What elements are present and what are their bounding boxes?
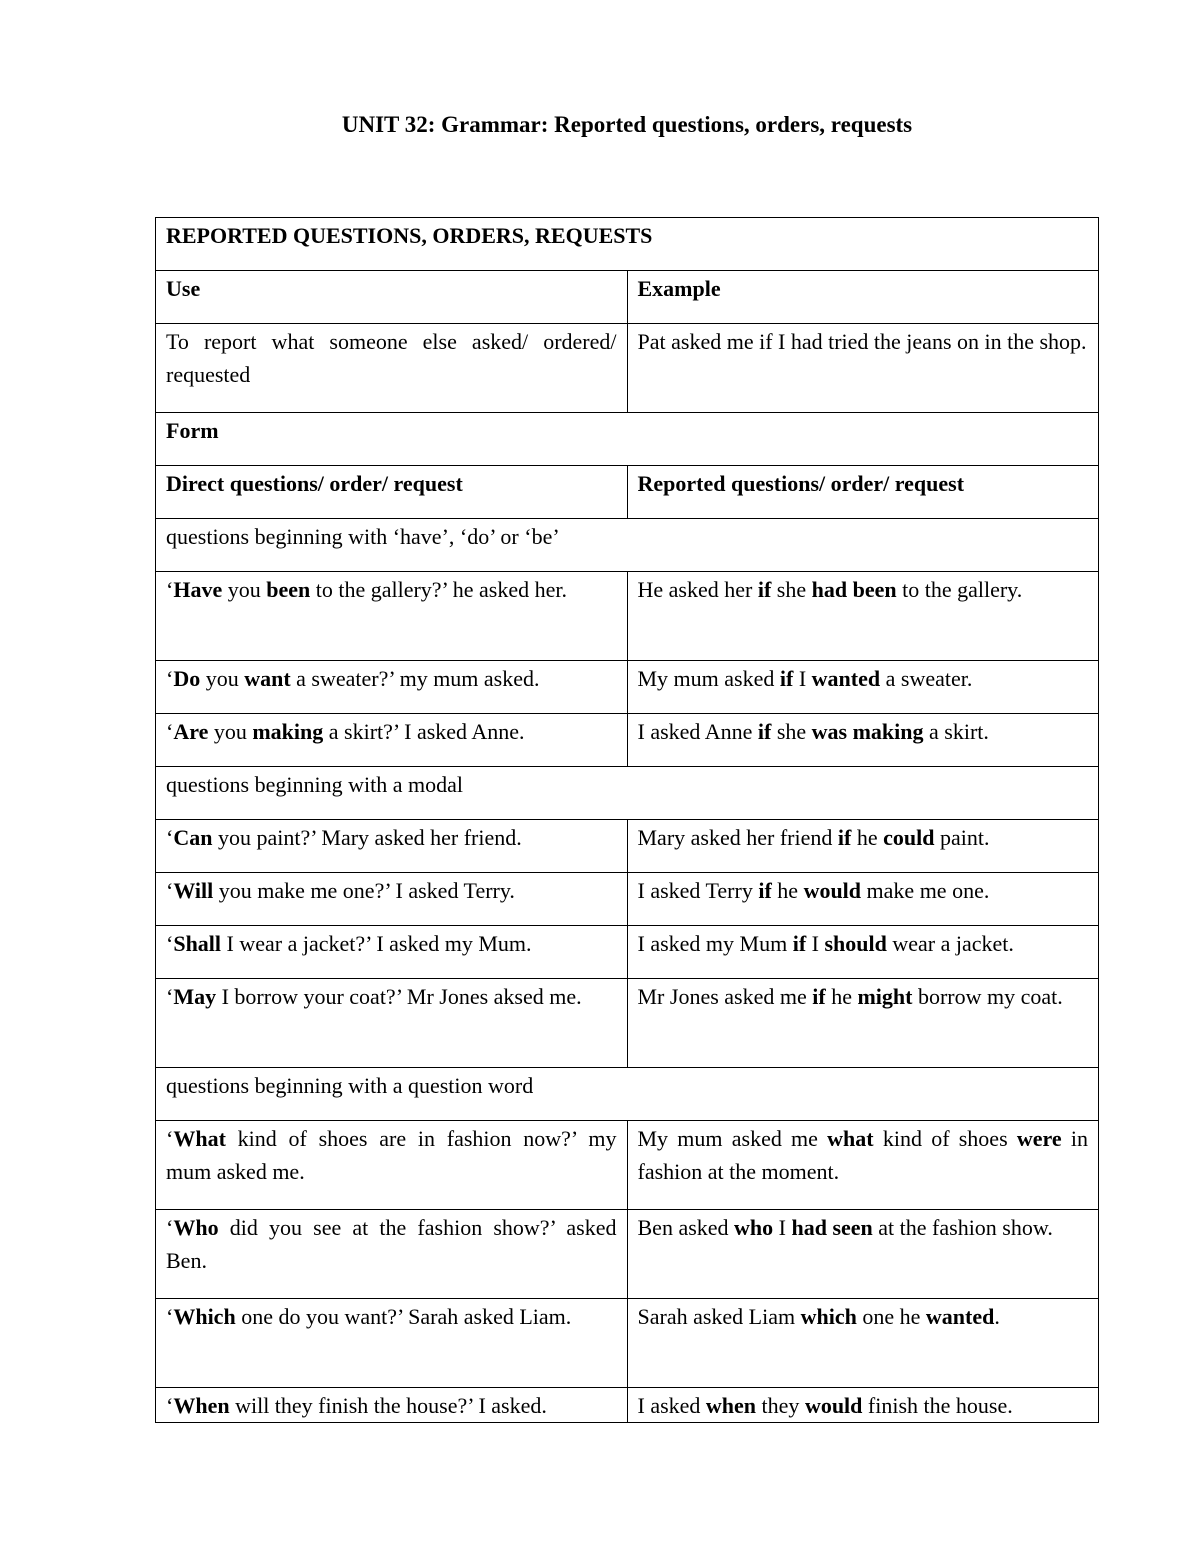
- bold-text: wanted: [925, 1304, 995, 1329]
- bold-text: Which: [173, 1304, 236, 1329]
- text: ‘: [166, 577, 174, 602]
- bold-text: which: [800, 1304, 857, 1329]
- table-row: [156, 466, 1099, 519]
- text: in fashion at the moment.: [637, 1126, 1088, 1184]
- text: He asked her: [637, 577, 758, 602]
- bold-text: was making: [811, 719, 924, 744]
- text: ‘: [166, 984, 174, 1009]
- text: ‘: [166, 1304, 174, 1329]
- text: My mum asked me: [637, 1126, 828, 1151]
- text: I: [793, 666, 812, 691]
- right-cell: [627, 271, 1099, 324]
- section-cell: [156, 767, 1099, 820]
- text: kind of shoes: [873, 1126, 1017, 1151]
- text: Pat asked me if I had tried the jeans on in the shop.: [637, 329, 1087, 354]
- text: wear a jacket.: [886, 931, 1014, 956]
- text: Ben asked: [637, 1215, 735, 1240]
- text: a sweater.: [880, 666, 973, 691]
- grammar-table: [155, 217, 1099, 1423]
- bold-text: could: [883, 825, 935, 850]
- table-row: [156, 873, 1099, 926]
- section-cell: [156, 519, 1099, 572]
- right-cell: [627, 979, 1099, 1068]
- table-heading-row: [156, 218, 1099, 271]
- text: ‘: [166, 1215, 174, 1240]
- text: to the gallery?’ he asked her.: [310, 577, 567, 602]
- left-cell: [156, 979, 628, 1068]
- section-label: questions beginning with a question word: [166, 1073, 534, 1098]
- text: Reported questions/ order/ request: [637, 471, 965, 496]
- table-heading: REPORTED QUESTIONS, ORDERS, REQUESTS: [156, 218, 1099, 271]
- right-cell: [627, 820, 1099, 873]
- bold-text: making: [252, 719, 324, 744]
- text: I asked my Mum: [637, 931, 793, 956]
- text: Example: [637, 276, 721, 301]
- bold-text: Do: [173, 666, 201, 691]
- text: I asked Anne: [637, 719, 758, 744]
- text: My mum asked: [637, 666, 780, 691]
- text: ‘: [166, 931, 174, 956]
- text: ‘: [166, 666, 174, 691]
- table-row: [156, 926, 1099, 979]
- table-row: [156, 1121, 1099, 1210]
- section-label: questions beginning with a modal: [166, 772, 463, 797]
- text: she: [771, 719, 812, 744]
- left-cell: [156, 466, 628, 519]
- table-row: [156, 519, 1099, 572]
- table-row: [156, 714, 1099, 767]
- left-cell: [156, 714, 628, 767]
- text: I: [806, 931, 825, 956]
- text: a sweater?’ my mum asked.: [290, 666, 540, 691]
- bold-text: Shall: [173, 931, 222, 956]
- bold-text: would: [804, 1393, 863, 1418]
- table-row: [156, 767, 1099, 820]
- table-row: [156, 572, 1099, 661]
- bold-text: wanted: [811, 666, 881, 691]
- left-cell: [156, 820, 628, 873]
- text: she: [771, 577, 812, 602]
- text: to the gallery.: [896, 577, 1023, 602]
- text: at the fashion show.: [872, 1215, 1053, 1240]
- left-cell: [156, 926, 628, 979]
- left-cell: [156, 271, 628, 324]
- bold-text: want: [244, 666, 291, 691]
- grammar-table-body: [156, 218, 1099, 1423]
- bold-text: who: [734, 1215, 774, 1240]
- bold-text: if: [757, 719, 772, 744]
- left-cell: [156, 1121, 628, 1210]
- left-cell: [156, 1210, 628, 1299]
- text: ‘: [166, 825, 174, 850]
- left-cell: [156, 1388, 628, 1423]
- text: they: [756, 1393, 805, 1418]
- text: ‘: [166, 1393, 174, 1418]
- right-cell: [627, 926, 1099, 979]
- table-row: [156, 1388, 1099, 1423]
- table-row: [156, 324, 1099, 413]
- bold-text: When: [173, 1393, 230, 1418]
- bold-text: when: [705, 1393, 757, 1418]
- text: will they finish the house?’ I asked.: [229, 1393, 547, 1418]
- bold-text: Can: [173, 825, 213, 850]
- text: he: [771, 878, 804, 903]
- text: I: [773, 1215, 792, 1240]
- table-row: [156, 1068, 1099, 1121]
- section-label: questions beginning with ‘have’, ‘do’ or ‘be’: [166, 524, 560, 549]
- right-cell: [627, 873, 1099, 926]
- text: I asked: [637, 1393, 706, 1418]
- text: I borrow your coat?’ Mr Jones aksed me.: [216, 984, 582, 1009]
- bold-text: Who: [173, 1215, 219, 1240]
- text: ‘: [166, 1126, 174, 1151]
- table-row: [156, 820, 1099, 873]
- bold-text: if: [779, 666, 794, 691]
- right-cell: [627, 466, 1099, 519]
- text: paint.: [934, 825, 990, 850]
- text: one he: [856, 1304, 926, 1329]
- bold-text: if: [757, 577, 772, 602]
- right-cell: [627, 1210, 1099, 1299]
- text: kind of shoes are in fashion now?’ my mum asked me.: [166, 1126, 617, 1184]
- text: you: [208, 719, 253, 744]
- bold-text: had seen: [791, 1215, 873, 1240]
- section-cell: [156, 413, 1099, 466]
- bold-text: if: [758, 878, 772, 903]
- text: he: [851, 825, 884, 850]
- text: I asked Terry: [637, 878, 759, 903]
- text: Direct questions/ order/ request: [166, 471, 463, 496]
- text: I wear a jacket?’ I asked my Mum.: [221, 931, 532, 956]
- left-cell: [156, 1299, 628, 1388]
- right-cell: [627, 1121, 1099, 1210]
- section-label: Form: [166, 418, 219, 443]
- text: one do you want?’ Sarah asked Liam.: [235, 1304, 572, 1329]
- text: Mary asked her friend: [637, 825, 838, 850]
- text: make me one.: [861, 878, 990, 903]
- right-cell: [627, 572, 1099, 661]
- bold-text: had been: [811, 577, 897, 602]
- text: Mr Jones asked me: [637, 984, 813, 1009]
- bold-text: been: [266, 577, 311, 602]
- right-cell: [627, 714, 1099, 767]
- left-cell: [156, 661, 628, 714]
- text: a skirt?’ I asked Anne.: [323, 719, 525, 744]
- table-row: [156, 661, 1099, 714]
- bold-text: were: [1016, 1126, 1062, 1151]
- bold-text: might: [857, 984, 913, 1009]
- text: ‘: [166, 719, 174, 744]
- bold-text: Have: [173, 577, 223, 602]
- bold-text: Are: [173, 719, 209, 744]
- left-cell: [156, 873, 628, 926]
- section-cell: [156, 1068, 1099, 1121]
- bold-text: if: [837, 825, 852, 850]
- text: Use: [166, 276, 201, 301]
- left-cell: [156, 572, 628, 661]
- right-cell: [627, 324, 1099, 413]
- text: ‘: [166, 878, 174, 903]
- left-cell: [156, 324, 628, 413]
- text: he: [825, 984, 858, 1009]
- right-cell: [627, 1299, 1099, 1388]
- bold-text: what: [827, 1126, 874, 1151]
- table-row: [156, 979, 1099, 1068]
- text: you: [222, 577, 267, 602]
- table-row: [156, 1299, 1099, 1388]
- text: you make me one?’ I asked Terry.: [213, 878, 515, 903]
- bold-text: would: [803, 878, 862, 903]
- text: borrow my coat.: [912, 984, 1063, 1009]
- bold-text: May: [173, 984, 217, 1009]
- text: did you see at the fashion show?’ asked Ben.: [166, 1215, 617, 1273]
- text: Sarah asked Liam: [637, 1304, 801, 1329]
- table-row: [156, 1210, 1099, 1299]
- page-title: UNIT 32: Grammar: Reported questions, orders, requests: [341, 112, 913, 137]
- table-row: [156, 271, 1099, 324]
- right-cell: [627, 661, 1099, 714]
- text: .: [994, 1304, 1000, 1329]
- bold-text: if: [792, 931, 807, 956]
- table-row: [156, 413, 1099, 466]
- text: a skirt.: [923, 719, 989, 744]
- right-cell: [627, 1388, 1099, 1423]
- bold-text: if: [812, 984, 826, 1009]
- text: you paint?’ Mary asked her friend.: [212, 825, 522, 850]
- text: finish the house.: [862, 1393, 1013, 1418]
- bold-text: Will: [173, 878, 214, 903]
- bold-text: should: [824, 931, 887, 956]
- bold-text: What: [173, 1126, 226, 1151]
- text: To report what someone else asked/ ordered/ requested: [166, 329, 617, 387]
- text: you: [200, 666, 245, 691]
